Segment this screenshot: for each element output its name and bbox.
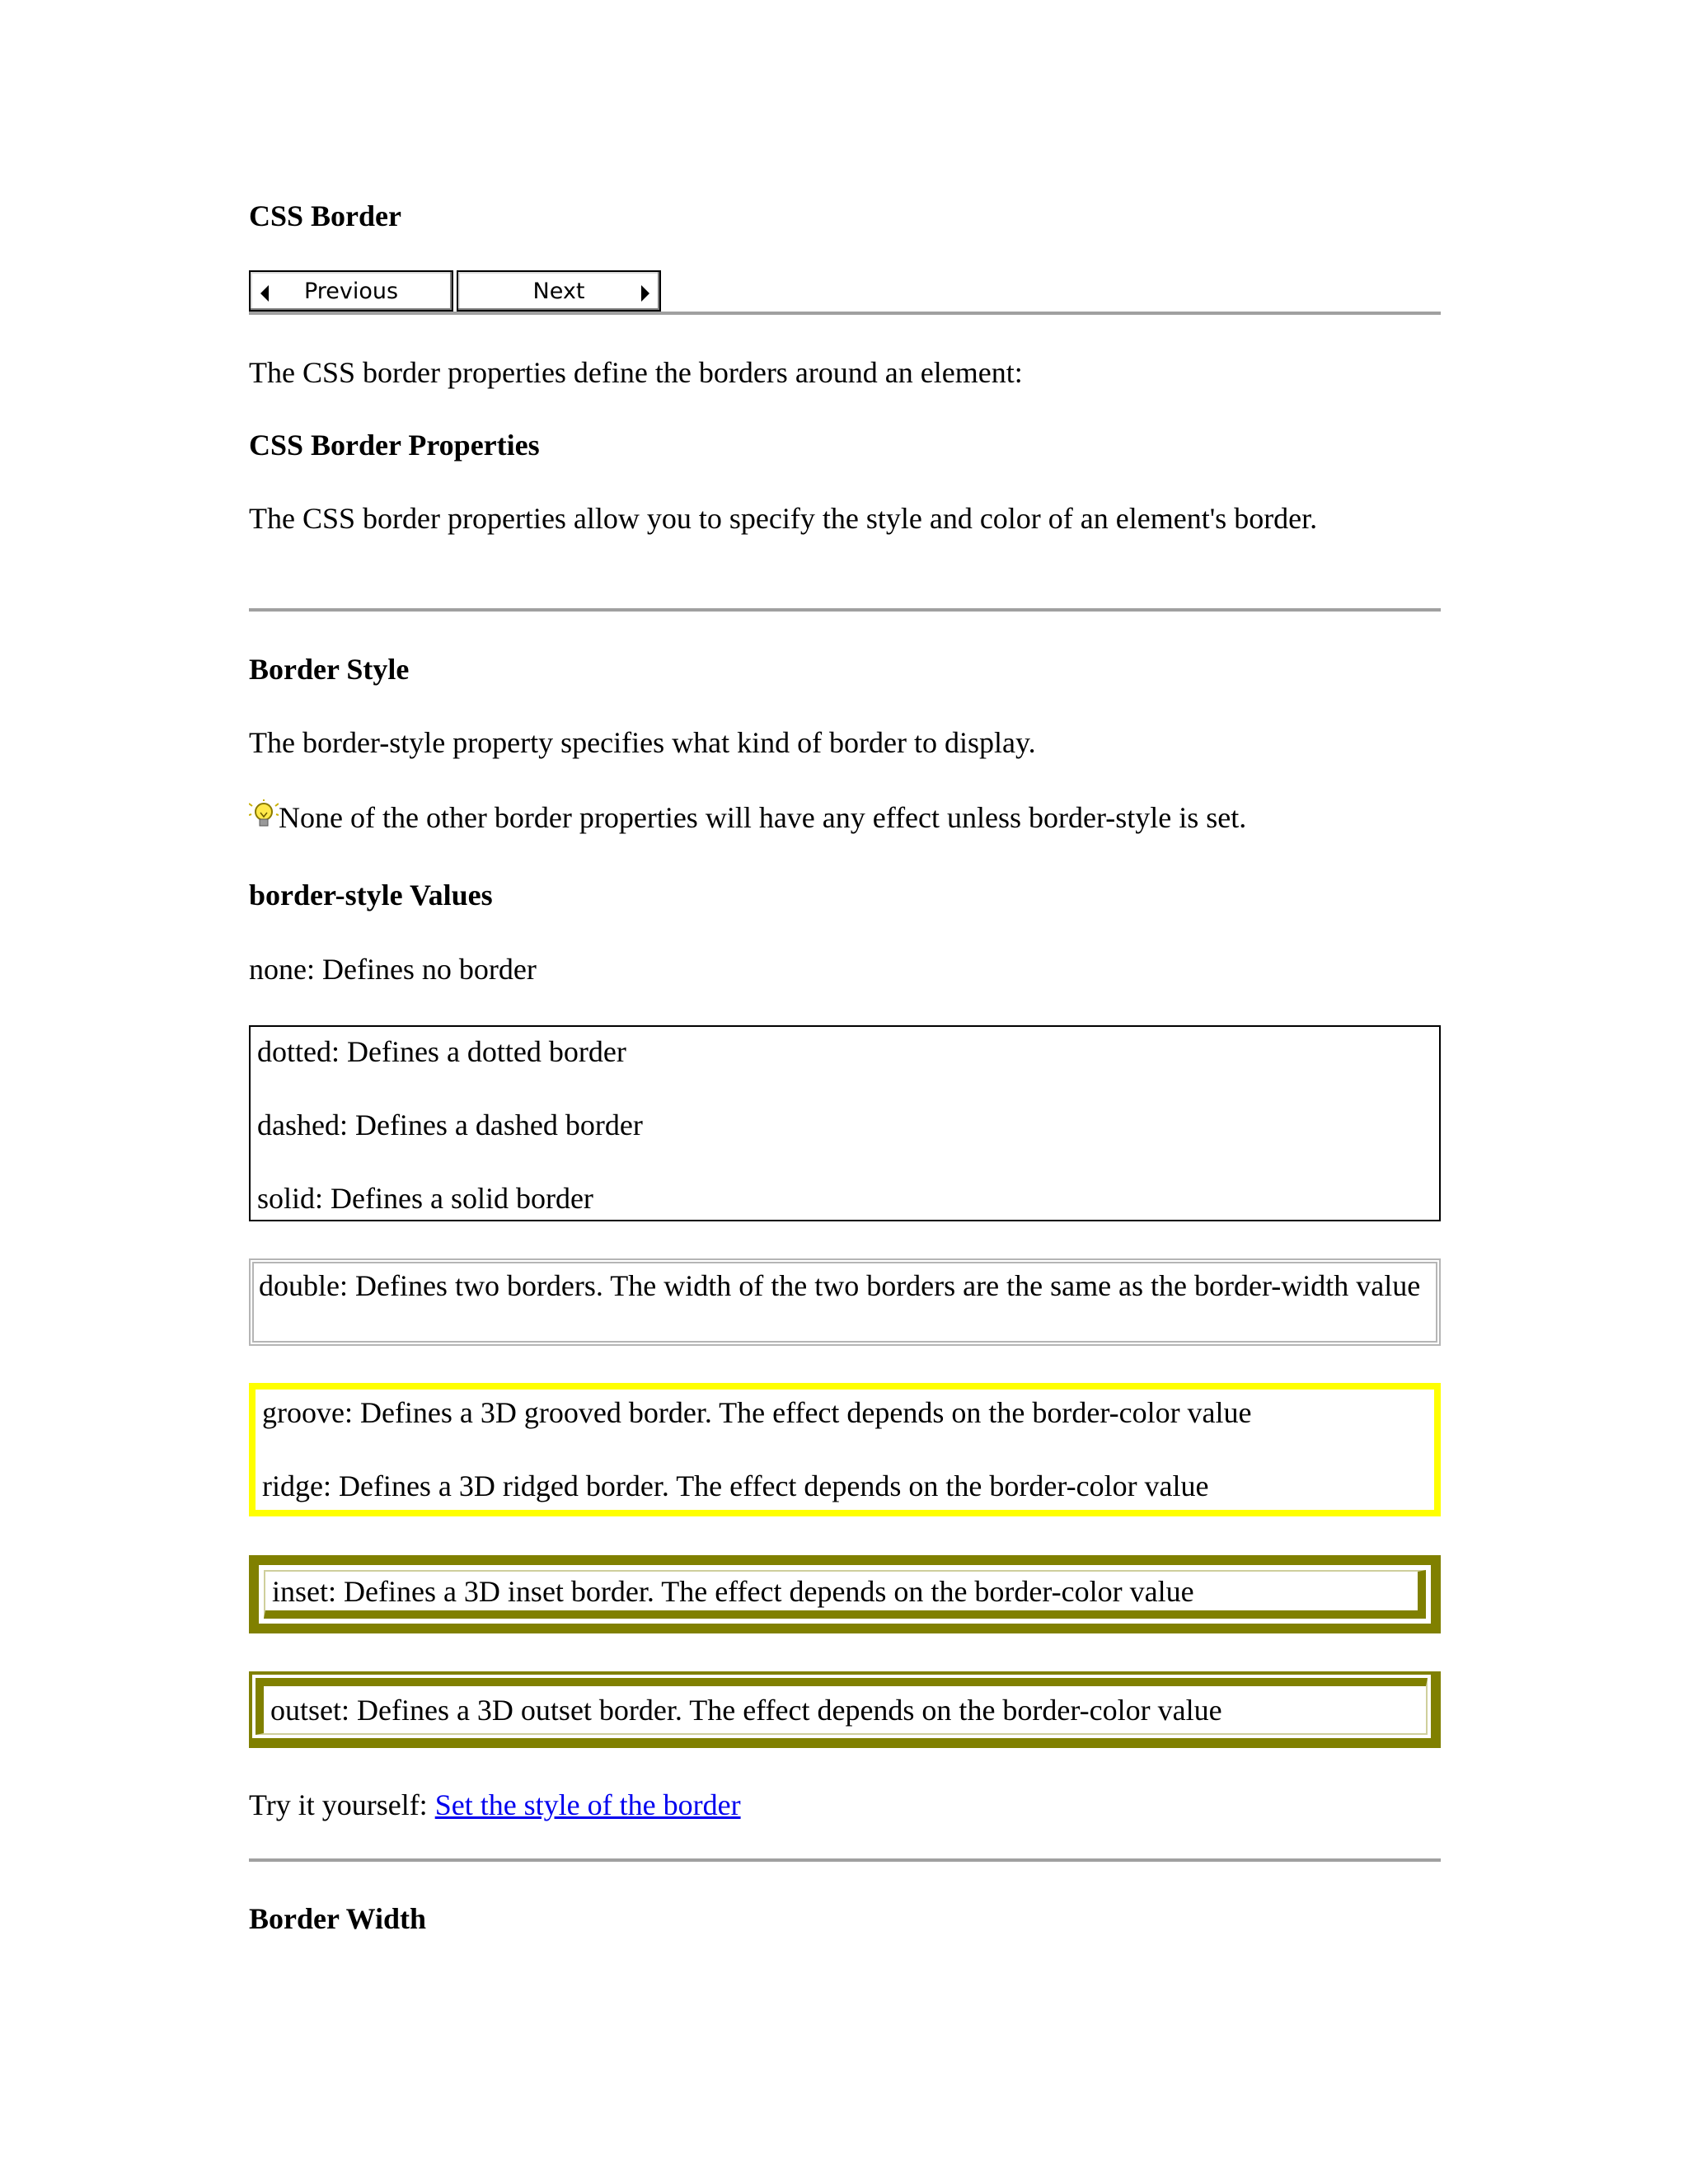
value-outset: outset: Defines a 3D outset border. The effect depends on the border-color value	[270, 1693, 1222, 1727]
previous-button[interactable]	[249, 270, 453, 312]
value-groove: groove: Defines a 3D grooved border. The effect depends on the border-color value	[262, 1396, 1252, 1429]
intro-text: The CSS border properties define the borders around an element:	[249, 356, 1023, 389]
divider	[249, 608, 1441, 612]
inset-border-box	[249, 1555, 1441, 1633]
tip-line	[249, 799, 1246, 836]
divider	[249, 312, 1441, 315]
groove-border-box	[249, 1383, 1441, 1516]
previous-button-label: Previous	[303, 278, 399, 304]
try-it-prefix: Try it yourself:	[249, 1788, 428, 1821]
triangle-left-icon	[260, 285, 269, 302]
inset-inner	[264, 1570, 1426, 1619]
page-title: CSS Border	[249, 199, 402, 232]
triangle-right-icon	[641, 285, 649, 302]
value-inset: inset: Defines a 3D inset border. The effect depends on the border-color value	[272, 1574, 1194, 1608]
border-style-text: The border-style property specifies what kind of border to display.	[249, 726, 1036, 759]
try-it-link[interactable]: Set the style of the border	[434, 1788, 741, 1821]
value-none: none: Defines no border	[249, 953, 537, 986]
try-it-line	[249, 1787, 741, 1823]
border-width-heading: Border Width	[249, 1902, 427, 1935]
tip-text: None of the other border properties will have any effect unless border-style is set.	[279, 801, 1247, 834]
value-double: double: Defines two borders. The width of the two borders are the same as the border-width value	[259, 1269, 1421, 1302]
next-button[interactable]	[457, 270, 661, 312]
lightbulb-icon	[249, 799, 279, 832]
value-solid: solid: Defines a solid border	[257, 1182, 593, 1215]
value-dashed: dashed: Defines a dashed border	[257, 1108, 643, 1141]
double-border-box	[249, 1258, 1441, 1346]
divider	[249, 1858, 1441, 1862]
nav-bar	[249, 270, 661, 313]
outset-border-box	[249, 1671, 1441, 1748]
next-button-label: Next	[532, 278, 585, 304]
outset-inner	[256, 1678, 1428, 1735]
solid-border-box	[249, 1025, 1441, 1221]
properties-heading: CSS Border Properties	[249, 429, 540, 462]
value-ridge: ridge: Defines a 3D ridged border. The effect depends on the border-color value	[262, 1469, 1209, 1502]
values-heading: border-style Values	[249, 879, 493, 912]
properties-text: The CSS border properties allow you to specify the style and color of an element's border.	[249, 502, 1318, 535]
value-dotted: dotted: Defines a dotted border	[257, 1035, 626, 1068]
border-style-heading: Border Style	[249, 653, 410, 686]
